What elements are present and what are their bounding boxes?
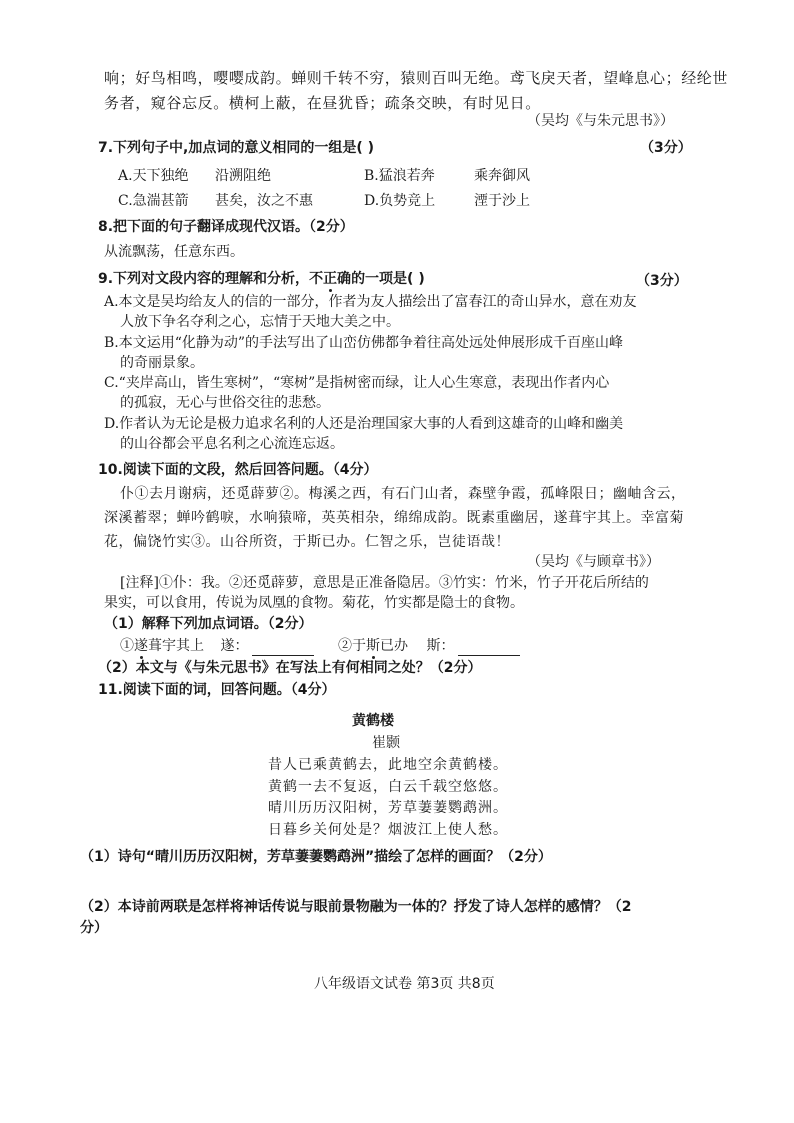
q7-option-b [364, 166, 435, 186]
q7-a-label: A. [118, 168, 133, 184]
q10-source: （吴均《与顾章书》） [527, 554, 660, 570]
poem-author: 崔颢 [372, 735, 400, 751]
q10-sub2: （2）本文与《与朱元思书》在写法上有何相同之处？（2分） [98, 660, 482, 676]
q10-passage-line-1: 仆①去月谢病，还觅薜萝②。梅溪之西，有石门山者，森壁争霞，孤峰限日；幽岫含云， [120, 486, 686, 502]
q7-option-a [118, 166, 189, 186]
q7-score: （3分） [640, 140, 692, 156]
q10-item2-post: 已办 [380, 638, 408, 654]
q10-item1-post: 葺宇其上 [148, 638, 204, 654]
q11-sub2-line1: （2）本诗前两联是怎样将神话传说与眼前景物融为一体的？抒发了诗人怎样的感情？（2 [80, 899, 632, 915]
q7-c-text2: 甚矣，汝之不惠 [215, 193, 313, 209]
q7-b-label: B. [364, 168, 379, 184]
q9-option-b-line1: B.本文运用“化静为动”的手法写出了山峦仿佛都争着往高处远处伸展形成千百座山峰 [104, 335, 624, 351]
q9-score: （3分） [636, 273, 688, 289]
q9-stem-pre: 9.下列对文段内容的理解和分析， [98, 271, 310, 287]
q10-item-2 [338, 636, 520, 656]
page-footer: 八年级语文试卷 第3页 共8页 [314, 976, 495, 992]
q9-option-b-line2: 的奇丽景象。 [120, 355, 204, 371]
poem-line-1: 昔人已乘黄鹤去，此地空余黄鹤楼。 [268, 757, 508, 773]
q10-item2-dotted: 斯 [366, 638, 380, 654]
q9-option-a-line2: 人放下争名夺利之心，忘情于天地大美之中。 [120, 314, 400, 330]
passage-line-2: 务者，窥谷忘反。横柯上蔽，在昼犹昏；疏条交映，有时见日。 [104, 94, 541, 112]
q9-option-c-line1: C.“夹岸高山，皆生寒树”，“寒树”是指树密而绿，让人心生寒意，表现出作者内心 [104, 375, 610, 391]
q10-item1-word: 遂： [220, 638, 249, 654]
q10-note-line-1: [注释]①仆：我。②还觅薜萝，意思是正准备隐居。③竹实：竹米，竹子开花后所结的 [120, 575, 649, 591]
poem-line-3: 晴川历历汉阳树，芳草萋萋鹦鹉洲。 [268, 800, 508, 816]
q7-option-d [364, 191, 435, 211]
q7-stem: 7.下列句子中,加点词的意义相同的一组是( ) [98, 140, 375, 156]
q10-passage-line-3: 花，偏饶竹实③。山谷所资，于斯已办。仁智之乐，岂徒语哉！ [104, 534, 510, 550]
q10-item2-answer-blank[interactable] [458, 641, 520, 656]
q7-option-c [118, 191, 189, 211]
q7-b-text1: 猛浪若奔 [378, 168, 435, 184]
q10-item2-word: 斯： [426, 638, 455, 654]
q7-d-text2: 湮于沙上 [474, 193, 530, 209]
q7-c-text1: 急湍甚箭 [132, 193, 189, 209]
q11-stem: 11.阅读下面的词，回答问题。（4分） [98, 682, 336, 698]
q11-sub2-line2: 分） [80, 920, 108, 936]
q10-item1-answer-blank[interactable] [252, 641, 314, 656]
q10-item2-pre: ②于 [338, 638, 366, 654]
q9-option-a-line1: A.本文是吴均给友人的信的一部分，作者为友人描绘出了富春江的奇山异水，意在劝友 [104, 294, 637, 310]
q9-option-d-line1: D.作者认为无论是极力追求名利的人还是治理国家大事的人看到这雄奇的山峰和幽美 [104, 416, 624, 432]
q8-sentence: 从流飘荡，任意东西。 [104, 244, 244, 260]
q9-option-d-line2: 的山谷都会平息名利之心流连忘返。 [120, 436, 344, 452]
q7-d-text1: 负势竞上 [379, 193, 436, 209]
q10-stem: 10.阅读下面的文段，然后回答问题。（4分） [98, 462, 378, 478]
q9-stem-post: 的一项是( ) [351, 271, 425, 287]
passage-line-1: 响；好鸟相鸣，嘤嘤成韵。蝉则千转不穷，猿则百叫无绝。鸢飞戾天者，望峰息心；经纶世 [104, 69, 729, 87]
q7-a-text2: 沿溯阻绝 [215, 168, 271, 184]
poem-title: 黄鹤楼 [352, 713, 394, 729]
q9-option-c-line2: 的孤寂，无心与世俗交往的悲愁。 [120, 395, 330, 411]
q10-item1-pre: ① [120, 638, 134, 654]
poem-line-2: 黄鹤一去不复返，白云千载空悠悠。 [268, 779, 508, 795]
q10-note-line-2: 果实，可以食用，传说为凤凰的食物。菊花，竹实都是隐士的食物。 [104, 595, 524, 611]
q11-sub1: （1）诗句“晴川历历汉阳树，芳草萋萋鹦鹉洲”描绘了怎样的画面？（2分） [80, 849, 552, 865]
q8-stem: 8.把下面的句子翻译成现代汉语。（2分） [98, 219, 354, 235]
q7-b-text2: 乘奔御风 [474, 168, 530, 184]
q9-stem [98, 269, 425, 289]
q9-stem-negation: 不正确 [309, 271, 352, 287]
q7-c-label: C. [118, 193, 133, 209]
q10-sub1: （1）解释下列加点词语。（2分） [104, 616, 313, 632]
q10-item-1 [120, 636, 314, 656]
q10-item1-dotted: 遂 [134, 638, 148, 654]
q7-a-text1: 天下独绝 [132, 168, 189, 184]
q10-passage-line-2: 深溪蓄翠；蝉吟鹤唳，水响猿啼，英英相杂，绵绵成韵。既素重幽居，遂葺宇其上。幸富菊 [104, 510, 684, 526]
passage-source: （吴均《与朱元思书》） [527, 113, 674, 129]
poem-line-4: 日暮乡关何处是？烟波江上使人愁。 [268, 822, 508, 838]
q7-d-label: D. [364, 193, 380, 209]
